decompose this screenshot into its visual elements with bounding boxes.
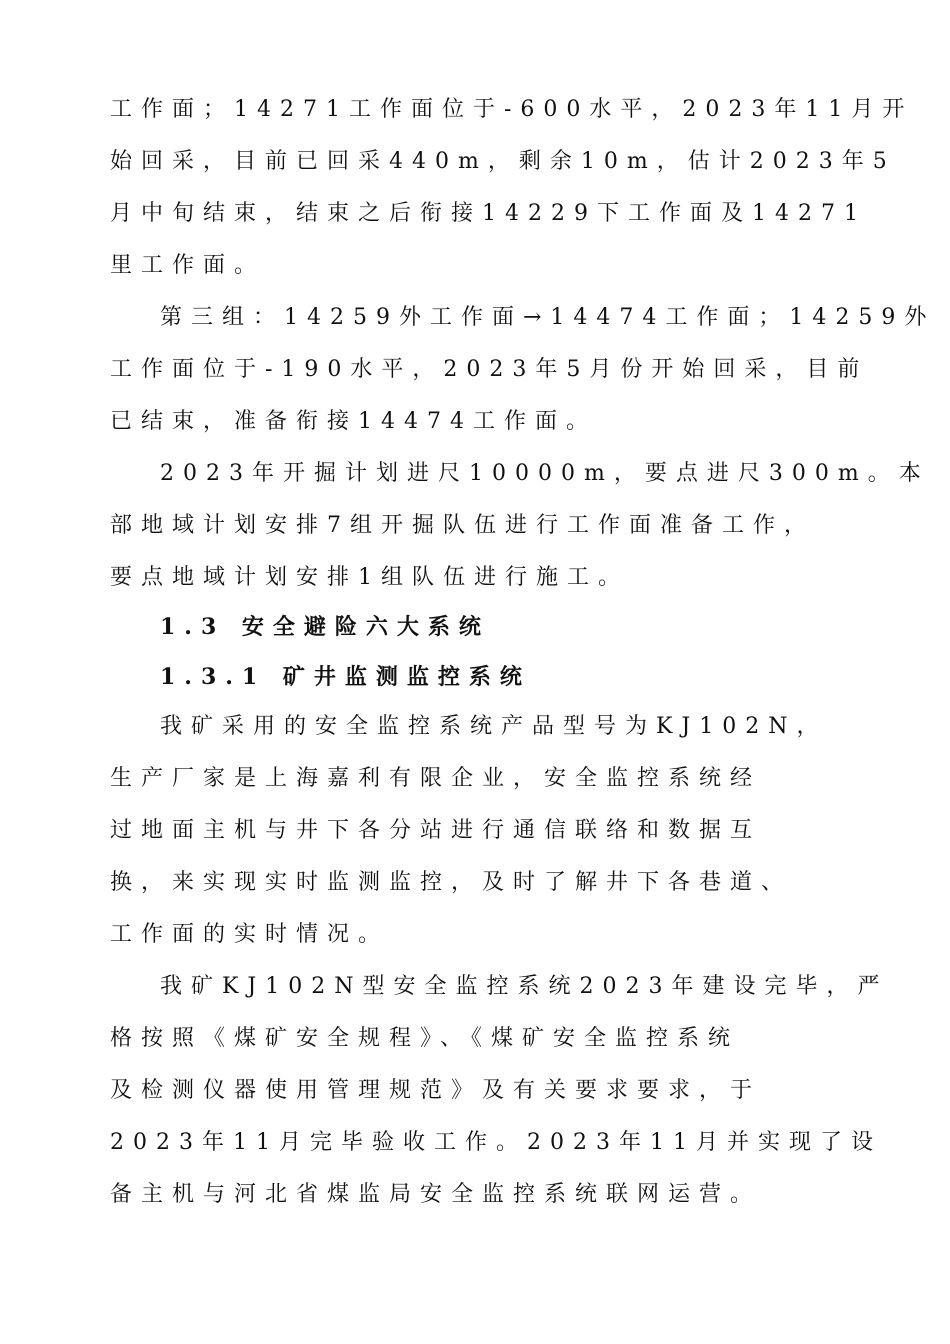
paragraph-start-line: 第三组：14259外工作面→14474工作面；14259外 (160, 305, 936, 330)
text-line: 格按照《煤矿安全规程》、《煤矿安全监控系统 (110, 1026, 740, 1051)
text-line: 2023年11月完毕验收工作。2023年11月并实现了设 (110, 1130, 882, 1155)
text-line: 始回采，目前已回采440m，剩余10m，估计2023年5 (110, 149, 896, 174)
paragraph-start-line: 我矿KJ102N型安全监控系统2023年建设完毕，严 (160, 974, 889, 999)
text-line: 工作面的实时情况。 (110, 922, 390, 947)
text-line: 生产厂家是上海嘉利有限企业，安全监控系统经 (110, 766, 762, 791)
text-line: 里工作面。 (110, 253, 266, 278)
text-line: 过地面主机与井下各分站进行通信联络和数据互 (110, 818, 762, 843)
text-line: 换，来实现实时监测监控，及时了解井下各巷道、 (110, 870, 793, 895)
paragraph-start-line: 2023年开掘计划进尺10000m，要点进尺300m。本 (160, 461, 930, 486)
section-heading: 1.3 安全避险六大系统 (160, 614, 490, 640)
text-line: 备主机与河北省煤监局安全监控系统联网运营。 (110, 1182, 762, 1207)
subsection-heading: 1.3.1 矿井监测监控系统 (160, 664, 531, 690)
text-line: 及检测仪器使用管理规范》及有关要求要求，于 (110, 1078, 762, 1103)
text-line: 工作面；14271工作面位于-600水平，2023年11月开 (110, 97, 914, 122)
text-line: 月中旬结束，结束之后衔接14229下工作面及14271 (110, 201, 867, 226)
text-line: 工作面位于-190水平，2023年5月份开始回采，目前 (110, 357, 869, 382)
text-line: 部地域计划安排7组开掘队伍进行工作面准备工作， (110, 513, 815, 538)
text-line: 要点地域计划安排1组队伍进行施工。 (110, 565, 629, 590)
paragraph-start-line: 我矿采用的安全监控系统产品型号为KJ102N， (160, 714, 828, 739)
text-line: 已结束，准备衔接14474工作面。 (110, 409, 597, 434)
